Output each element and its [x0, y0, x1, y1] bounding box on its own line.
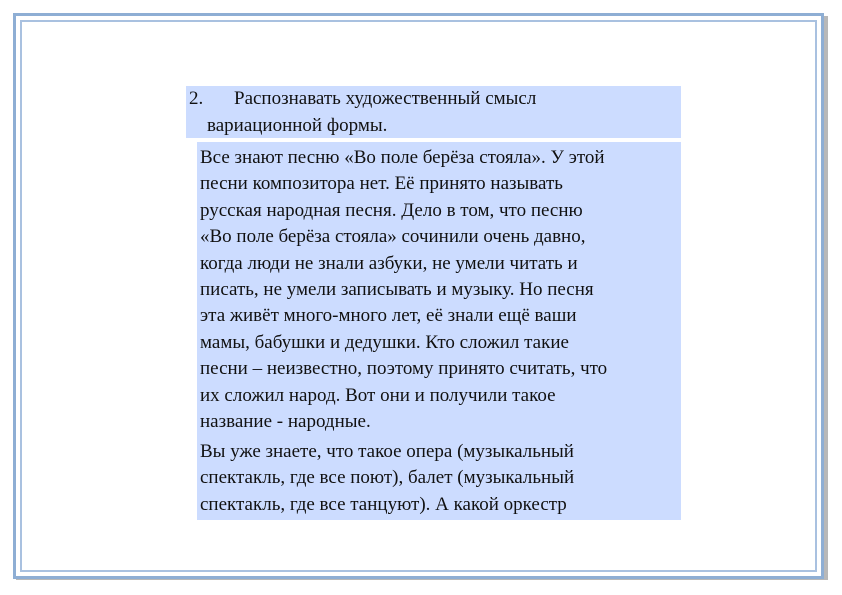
paragraph-line: песни – неизвестно, поэтому принято считать, что	[200, 358, 608, 380]
paragraph-line: эта живёт много-много лет, её знали ещё ваши	[200, 305, 577, 327]
slide-frame-shadow-right	[824, 16, 828, 580]
paragraph-line: спектакль, где все поют), балет (музыкальный	[200, 467, 575, 489]
paragraph-line: песни композитора нет. Её принято называть	[200, 173, 563, 195]
paragraph-line: мамы, бабушки и дедушки. Кто сложил такие	[200, 331, 569, 353]
paragraph-line: спектакль, где все танцуют). А какой оркестр	[200, 493, 567, 515]
paragraph-line: русская народная песня. Дело в том, что песню	[200, 199, 583, 221]
paragraph-line: их сложил народ. Вот они и получили такое	[200, 384, 556, 406]
paragraph-line: Вы уже знаете, что такое опера (музыкальный	[200, 441, 574, 462]
heading-block	[186, 86, 681, 138]
paragraph-line: Все знают песню «Во поле берёза стояла». У этой	[200, 147, 605, 168]
paragraph-line: писать, не умели записывать и музыку. Но песня	[200, 279, 594, 301]
heading-line-2: вариационной формы.	[207, 115, 388, 136]
paragraph-2	[200, 439, 574, 518]
body-text-block	[197, 142, 681, 520]
paragraph-1	[200, 145, 607, 435]
paragraph-line: название - народные.	[200, 411, 371, 433]
heading-number: 2.	[189, 88, 204, 109]
paragraph-line: когда люди не знали азбуки, не умели читать и	[200, 252, 578, 274]
heading-line-1: Распознавать художественный смысл	[234, 88, 537, 109]
paragraph-line: «Во поле берёза стояла» сочинили очень давно,	[200, 226, 586, 248]
